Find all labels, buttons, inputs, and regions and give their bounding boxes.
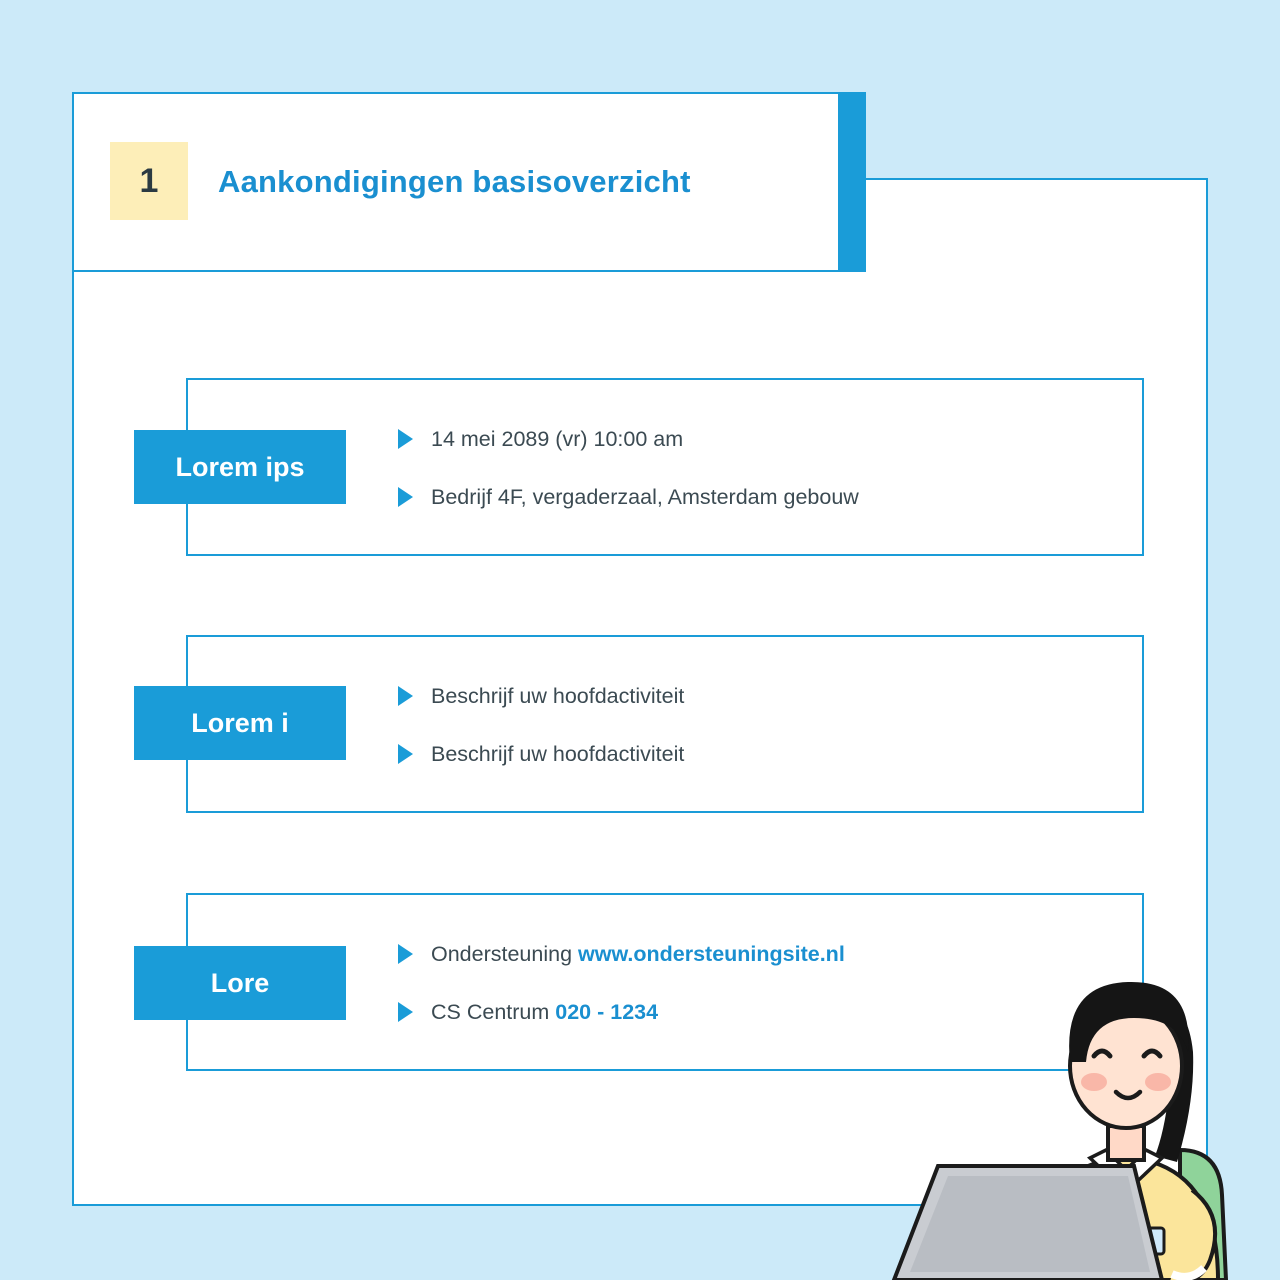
page-title: Aankondigingen basisoverzicht <box>218 164 691 199</box>
step-number: 1 <box>139 162 159 200</box>
bullet-list-1 <box>398 410 859 526</box>
list-item <box>398 983 845 1041</box>
list-item <box>398 725 684 783</box>
list-item <box>398 410 859 468</box>
row-label-text: Lore <box>210 967 270 998</box>
bullet-text: 14 mei 2089 (vr) 10:00 am <box>431 426 684 451</box>
row-label-1 <box>134 430 346 504</box>
row-label-text: Lorem ips <box>175 451 305 482</box>
triangle-bullet-icon <box>398 944 413 964</box>
bullet-text: CS Centrum 020 - 1234 <box>431 999 659 1024</box>
bullet-text: Ondersteuning www.ondersteuningsite.nl <box>431 941 845 966</box>
bullet-text: Beschrijf uw hoofdactiviteit <box>431 741 685 766</box>
triangle-bullet-icon <box>398 1002 413 1022</box>
triangle-bullet-icon <box>398 744 413 764</box>
list-item <box>398 667 684 725</box>
row-label-text: Lorem i <box>191 707 289 738</box>
header-accent-tab <box>840 92 866 272</box>
bullet-list-3 <box>398 925 845 1041</box>
step-number-badge <box>110 142 188 220</box>
phone-number[interactable]: 020 - 1234 <box>555 999 659 1024</box>
triangle-bullet-icon <box>398 686 413 706</box>
triangle-bullet-icon <box>398 487 413 507</box>
triangle-bullet-icon <box>398 429 413 449</box>
bullet-text: Beschrijf uw hoofdactiviteit <box>431 683 685 708</box>
bullet-list-2 <box>398 667 684 783</box>
row-label-2 <box>134 686 346 760</box>
bullet-text: Bedrijf 4F, vergaderzaal, Amsterdam gebouw <box>431 484 859 509</box>
list-item <box>398 468 859 526</box>
website-link[interactable]: www.ondersteuningsite.nl <box>578 941 845 966</box>
list-item <box>398 925 845 983</box>
row-label-3 <box>134 946 346 1020</box>
